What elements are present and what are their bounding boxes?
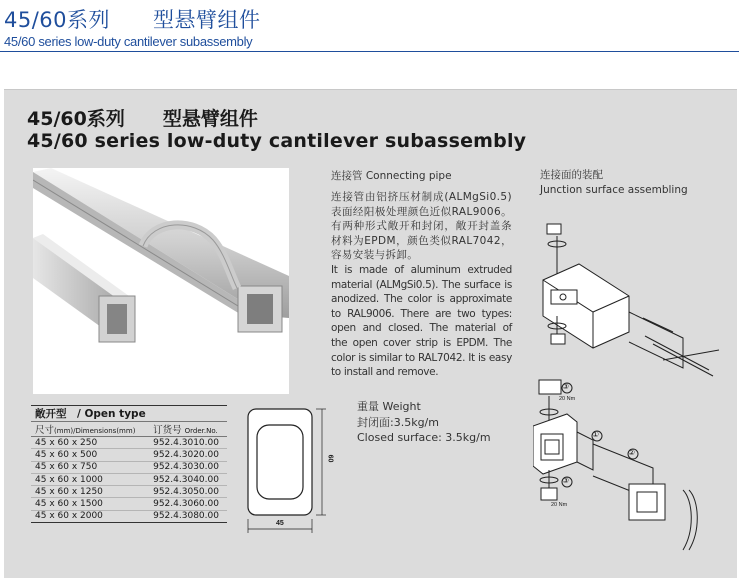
panel-title-cn: 45/60系列 型悬臂组件 [27, 108, 258, 130]
header-order: 订货号 Order.No. [147, 422, 227, 437]
table-title: 敞开型 / Open type [31, 406, 227, 422]
callout-1: ① [592, 430, 600, 439]
profile-drawing [240, 405, 350, 535]
table-row: 45 x 60 x 500 952.4.3020.00 [31, 449, 227, 461]
profile-cross-section [240, 405, 350, 535]
open-type-table [31, 405, 227, 523]
profile-width-label: 45 [276, 520, 284, 527]
callout-2: ② [628, 448, 636, 457]
junction-heading-cn: 连接面的装配 [540, 169, 603, 181]
connecting-pipe-description [331, 190, 512, 380]
table-row: 45 x 60 x 1000 952.4.3040.00 [31, 473, 227, 485]
callout-3-top: ③ [562, 382, 570, 391]
junction-assembly-diagrams [533, 200, 737, 560]
callout-3-bottom: ③ [562, 476, 570, 485]
junction-heading-en: Junction surface assembling [540, 184, 688, 196]
weight-info [357, 399, 491, 446]
panel-title-en: 45/60 series low-duty cantilever subassembly [27, 130, 527, 152]
description-en: It is made of aluminum extruded material (ALMgSi0.5). The surface is anodized. The color is approximate to RAL9006. There are two types: open and closed. The material of the open cover strip is EPDM. The color is similar to RAL7042. It is easy to install and remove. [331, 263, 512, 379]
table-row: 45 x 60 x 1500 952.4.3060.00 [31, 498, 227, 510]
table-title-row [31, 406, 227, 422]
junction-heading [540, 168, 688, 198]
header-divider [0, 51, 739, 52]
table-header-row [31, 422, 227, 437]
table-row: 45 x 60 x 750 952.4.3030.00 [31, 461, 227, 473]
weight-heading: 重量 Weight [357, 400, 421, 413]
connecting-pipe-heading: 连接管 Connecting pipe [331, 170, 452, 182]
description-cn: 连接管由铝挤压材制成(ALMgSi0.5)表面经阳极处理颜色近似RAL9006。有两种形式敞开和封闭，敞开封盖条材料为EPDM，颜色类似RAL7042，容易安装与拆卸。 [331, 191, 512, 262]
page-title-cn: 45/60系列 型悬臂组件 [4, 8, 261, 32]
table-row: 45 x 60 x 250 952.4.3010.00 [31, 437, 227, 449]
table-row: 45 x 60 x 2000 952.4.3080.00 [31, 510, 227, 522]
header-dimensions: 尺寸(mm)/Dimensions(mm) [31, 422, 147, 437]
weight-closed-cn: 封闭面:3.5kg/m [357, 415, 439, 429]
profile-height-label: 60 [326, 454, 334, 463]
page-title-en: 45/60 series low-duty cantilever subassembly [4, 34, 253, 49]
cantilever-pipe-illustration [33, 168, 289, 394]
torque-label-top: 20 Nm [559, 396, 576, 402]
torque-label-bottom: 20 Nm [551, 502, 568, 508]
table-row: 45 x 60 x 1250 952.4.3050.00 [31, 486, 227, 498]
product-photo [33, 168, 289, 394]
weight-closed-en: Closed surface: 3.5kg/m [357, 431, 491, 444]
